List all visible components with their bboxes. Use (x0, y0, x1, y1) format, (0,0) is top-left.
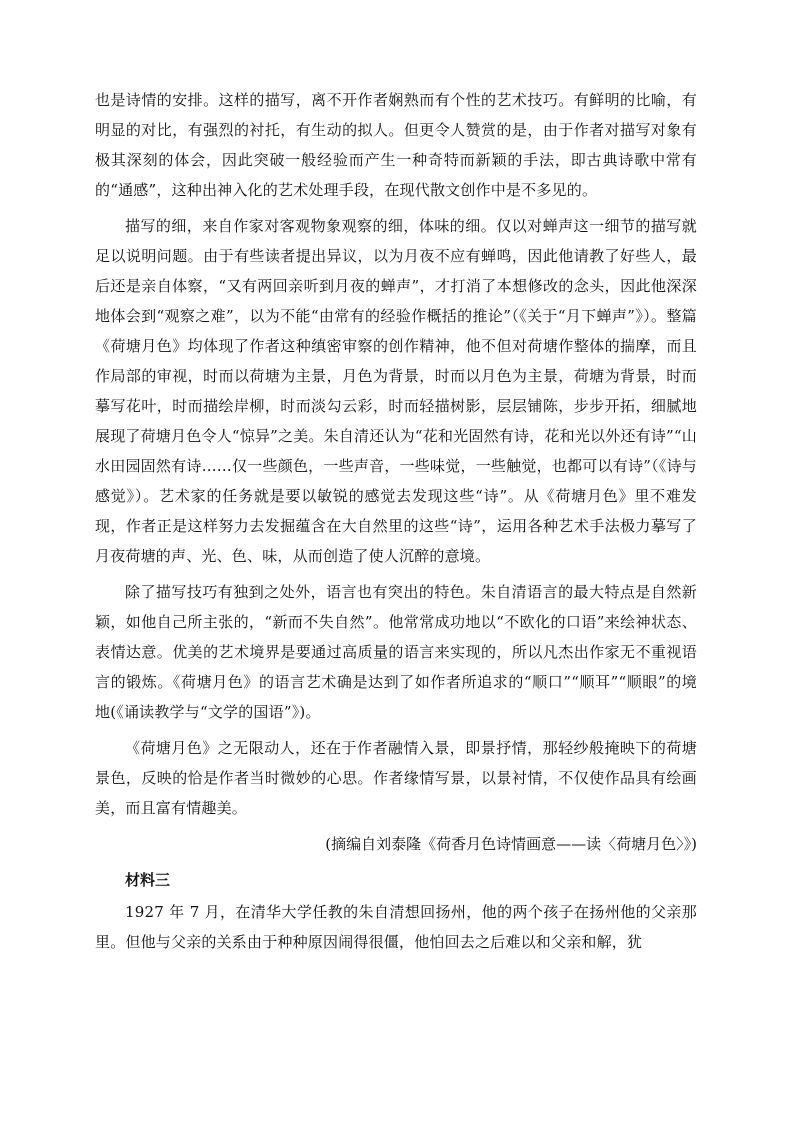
section-heading: 材料三 (125, 871, 171, 889)
paragraph-material-three: 1927 年 7 月，在清华大学任教的朱自清想回扬州，他的两个孩子在扬州他的父亲那里。但他与父亲的关系由于种种原因闹得很僵，他怕回去之后难以和父亲和解，犹 (95, 903, 697, 951)
source-citation: (摘编自刘泰隆《荷香月色诗情画意——读〈荷塘月色〉》) (325, 835, 697, 853)
paragraph-observation: 描写的细，来自作家对客观物象观察的细，体味的细。仅以对蝉声这一细节的描写就足以说明问题。由于有些读者提出异议，以为月夜不应有蝉鸣，因此他请教了好些人，最后还是亲自体察，“又有两回亲听到月夜的蝉声”，才打消了本想修改的念头，因此他深深地体会到“观察之难”，以为不能“由常有的经验作概括的推论”（《关于“月下蝉声”》）。整篇《荷塘月色》均体现了作者这种缜密审察的创作精神，他不但对荷塘作整体的揣摩，而且作局部的审视，时而以荷塘为主景，月色为背景，时而以月色为主景，荷塘为背景，时而摹写花叶，时而描绘岸柳，时而淡勾云彩，时而轻描树影，层层铺陈，步步开拓，细腻地展现了荷塘月色令人“惊异”之美。朱自清还认为“花和光固然有诗，花和光以外还有诗”“山水田园固然有诗……仅一些颜色，一些声音，一些味觉，一些触觉，也都可以有诗”（《诗与感觉》）。艺术家的任务就是要以敏锐的感觉去发现这些“诗”。从《荷塘月色》里不难发现，作者正是这样努力去发掘蕴含在大自然里的这些“诗”，运用各种艺术手法极力摹写了月夜荷塘的声、光、色、味，从而创造了使人沉醉的意境。 (95, 217, 697, 565)
paragraph-language: 除了描写技巧有独到之处外，语言也有突出的特色。朱自清语言的最大特点是自然新颖，如他自己所主张的，“新而不失自然”。他常常成功地以“不欧化的口语”来绘神状态、表情达意。优美的艺术境界是要通过高质量的语言来实现的，所以凡杰出作家无不重视语言的锻炼。《荷塘月色》的语言艺术确是达到了如作者所追求的“顺口”“顺耳”“顺眼”的境地(《诵读教学与“文学的国语”》)。 (95, 583, 697, 721)
paragraph-emotion: 《荷塘月色》之无限动人，还在于作者融情入景，即景抒情，那轻纱般掩映下的荷塘景色，反映的恰是作者当时微妙的心思。作者缘情写景，以景衬情，不仅使作品具有绘画美，而且富有情趣美。 (95, 739, 697, 817)
paragraph-continuation: 也是诗情的安排。这样的描写，离不开作者娴熟而有个性的艺术技巧。有鲜明的比喻，有明显的对比，有强烈的衬托，有生动的拟人。但更令人赞赏的是，由于作者对描写对象有极其深刻的体会，因此突破一般经验而产生一种奇特而新颖的手法，即古典诗歌中常有的“通感”，这种出神入化的艺术处理手段，在现代散文创作中是不多见的。 (95, 91, 697, 199)
document-body (95, 85, 697, 963)
